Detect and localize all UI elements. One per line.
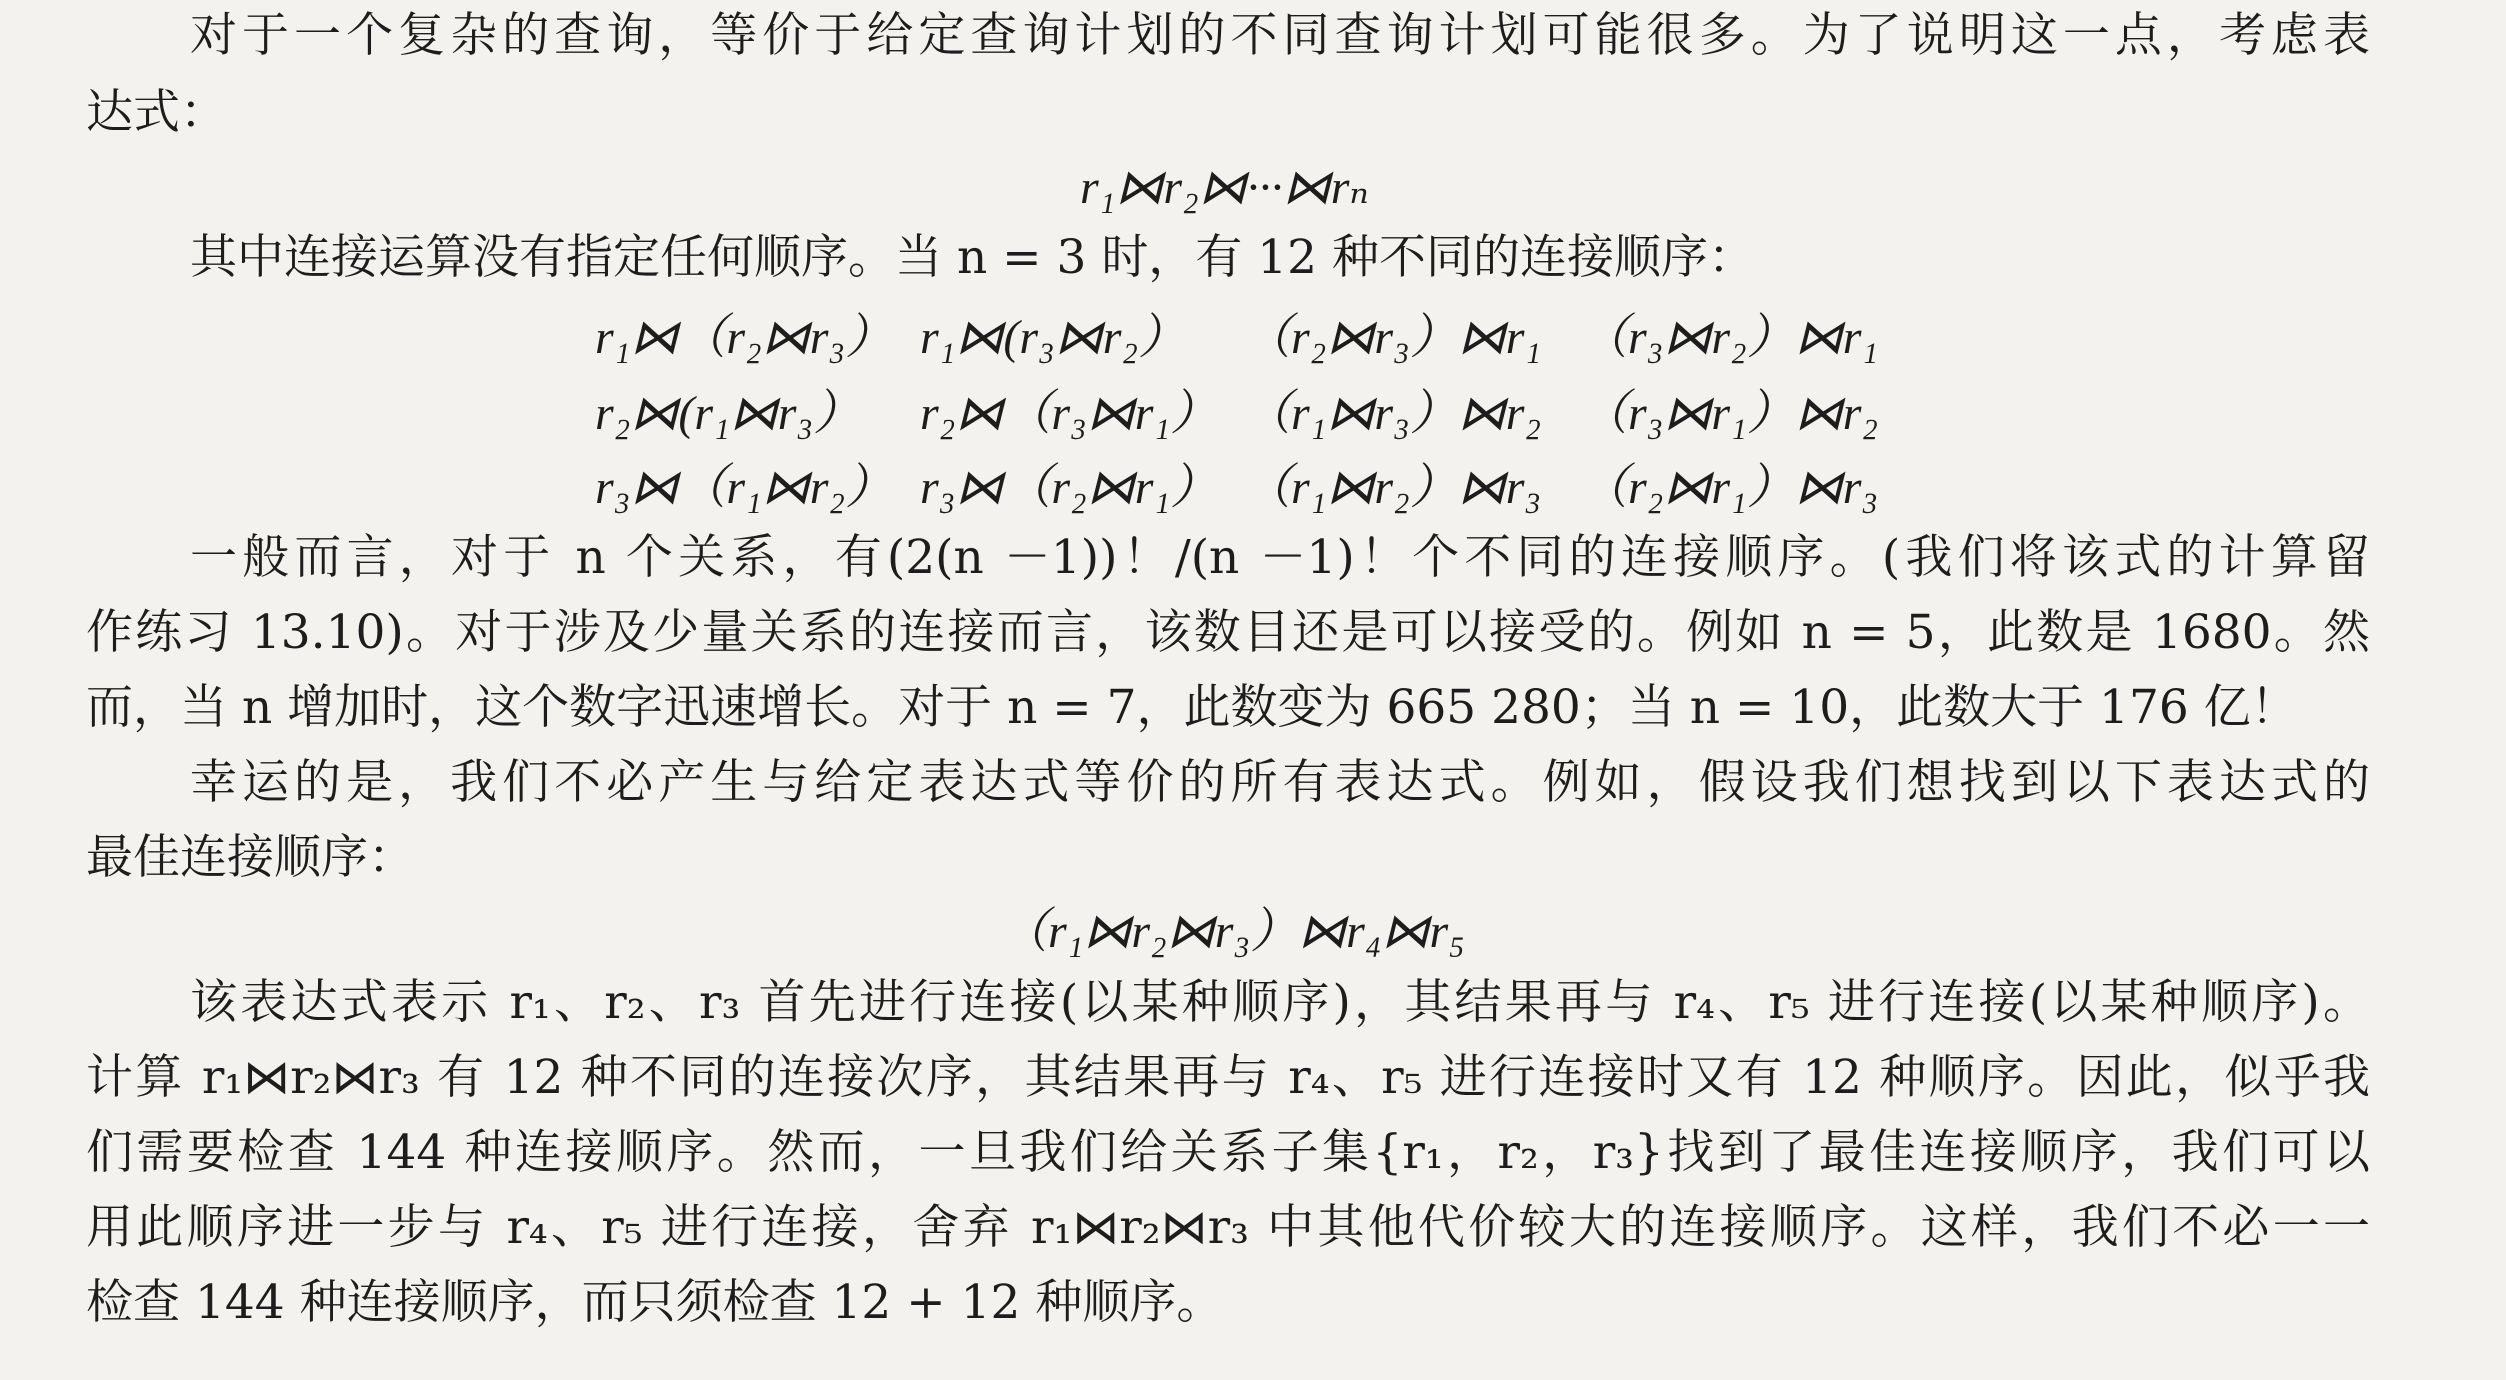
paragraph-5-line-1: 该表达式表示 r₁、r₂、r₃ 首先进行连接(以某种顺序)，其结果再与 r₄、r₅ 进行连接(以某种顺序)。 — [190, 975, 2370, 1030]
paragraph-5-line-3: 们需要检查 144 种连接顺序。然而，一旦我们给关系子集{r₁，r₂，r₃}找到了最佳连接顺序，我们可以 — [86, 1125, 2370, 1180]
formula-join-n: r₁⋈r₂⋈···⋈rₙ — [1080, 161, 1369, 214]
paragraph-5-line-5: 检查 144 种连接顺序，而只须检查 12 + 12 种顺序。 — [86, 1275, 1224, 1330]
join-order-r1-2: r₁⋈(r₃⋈r₂） — [920, 311, 1187, 364]
join-order-r3-1: r₃⋈（r₁⋈r₂） — [595, 461, 894, 514]
paragraph-2: 其中连接运算没有指定任何顺序。当 n = 3 时，有 12 种不同的连接顺序： — [190, 230, 1755, 285]
paragraph-5-line-4: 用此顺序进一步与 r₄、r₅ 进行连接，舍弃 r₁⋈r₂⋈r₃ 中其他代价较大的连接顺序。这样，我们不必一一 — [86, 1200, 2370, 1255]
join-order-r3-4: （r₂⋈r₁）⋈r₃ — [1580, 461, 1879, 514]
join-order-r3-3: （r₁⋈r₂）⋈r₃ — [1243, 461, 1542, 514]
paragraph-1-line-2: 达式： — [86, 85, 227, 140]
join-order-r2-3: （r₁⋈r₃）⋈r₂ — [1243, 387, 1542, 440]
join-order-r2-1: r₂⋈(r₁⋈r₃） — [595, 387, 862, 440]
join-order-r3-2: r₃⋈（r₂⋈r₁） — [920, 461, 1219, 514]
join-order-r1-1: r₁⋈（r₂⋈r₃） — [595, 311, 894, 364]
join-order-r1-4: （r₃⋈r₂）⋈r₁ — [1580, 311, 1879, 364]
join-order-r2-4: （r₃⋈r₁）⋈r₂ — [1580, 387, 1879, 440]
paragraph-3-line-2: 作练习 13.10)。对于涉及少量关系的连接而言，该数目还是可以接受的。例如 n = 5，此数是 1680。然 — [86, 605, 2370, 660]
join-order-r2-2: r₂⋈（r₃⋈r₁） — [920, 387, 1219, 440]
paragraph-4-line-1: 幸运的是，我们不必产生与给定表达式等价的所有表达式。例如，假设我们想找到以下表达式的 — [190, 755, 2370, 810]
paragraph-5-line-2: 计算 r₁⋈r₂⋈r₃ 有 12 种不同的连接次序，其结果再与 r₄、r₅ 进行连接时又有 12 种顺序。因此，似乎我 — [86, 1050, 2370, 1105]
paragraph-3-line-1: 一般而言，对于 n 个关系，有(2(n －1))！/(n －1)！个不同的连接顺序。(我们将该式的计算留 — [190, 530, 2370, 585]
paragraph-3-line-3: 而，当 n 增加时，这个数字迅速增长。对于 n = 7，此数变为 665 280；当 n = 10，此数大于 176 亿！ — [86, 680, 2298, 735]
formula-best-order: （r₁⋈r₂⋈r₃）⋈r₄⋈r₅ — [1000, 905, 1465, 958]
paragraph-1-line-1: 对于一个复杂的查询，等价于给定查询计划的不同查询计划可能很多。为了说明这一点，考虑表 — [190, 8, 2370, 63]
join-order-r1-3: （r₂⋈r₃）⋈r₁ — [1243, 311, 1542, 364]
paragraph-4-line-2: 最佳连接顺序： — [86, 830, 415, 885]
